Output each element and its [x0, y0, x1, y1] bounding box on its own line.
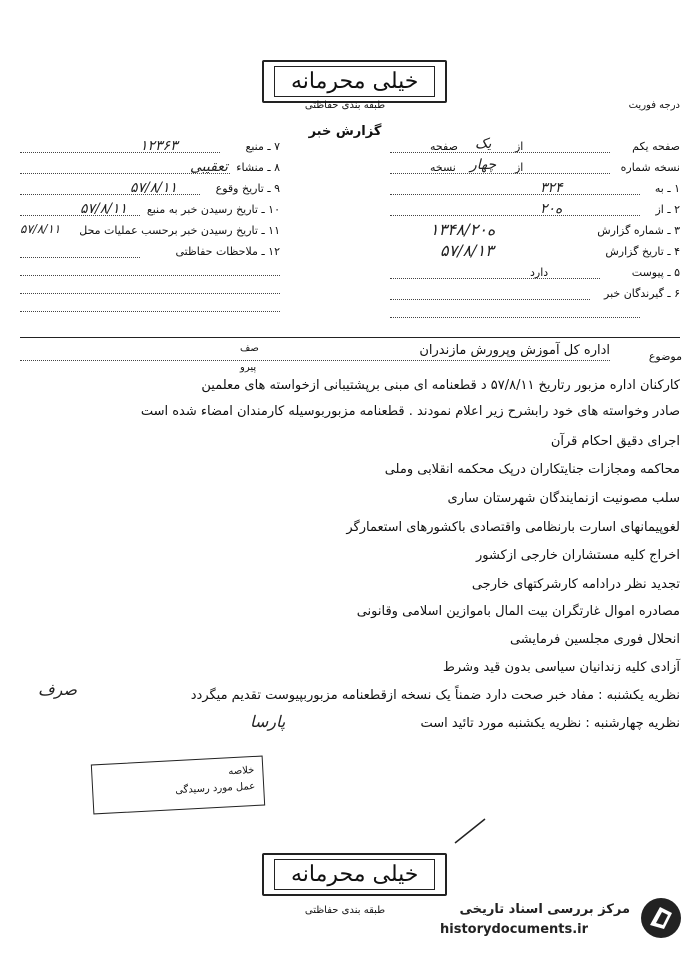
right-field-copy-mid: از — [515, 161, 524, 174]
left-value-11: ۵۷/۸/۱۱ — [20, 222, 61, 236]
right-field-4: ۴ ـ تاریخ گزارش — [605, 245, 680, 258]
review-stamp-line1: خلاصه — [228, 764, 255, 778]
right-field-5: ۵ ـ پیوست — [631, 266, 680, 279]
right-value-3: ۱۳۴۸/۲۰ه — [430, 220, 496, 239]
right-value-5: دارد — [530, 266, 549, 279]
left-value-7: ۱۲۳۶۳ — [140, 138, 178, 154]
right-field-copy: نسخه شماره — [620, 161, 680, 174]
stamp-caption-bottom: طبقه بندی حفاظتی — [304, 905, 386, 916]
body-line: کارکنان اداره مزبور رتاریخ ۵۷/۸/۱۱ د قطعنامه ای مبنی برپشتیبانی ازخواسته های معلمین — [201, 378, 680, 393]
body-line: آزادی کلیه زندانیان سیاسی بدون قید وشرط — [442, 660, 680, 675]
stamp-caption-top: طبقه بندی حفاظتی — [304, 100, 386, 111]
review-stamp-line2: عمل مورد رسیدگی — [174, 780, 256, 797]
right-value-page: یک — [475, 136, 492, 152]
right-value-1: ۳۲۴ — [540, 180, 563, 196]
right-value-4: ۵۷/۸/۱۳ — [440, 241, 494, 260]
right-field-3: ۳ ـ شماره گزارش — [597, 224, 680, 237]
right-field-1: ۱ ـ به — [654, 182, 680, 195]
watermark-url: historydocuments.ir — [440, 922, 589, 937]
left-field-7: ۷ ـ منبع — [245, 140, 280, 153]
stamp-text: خیلی محرمانه — [274, 859, 435, 890]
body-line: سلب مصونیت ازنمایندگان شهرستان ساری — [447, 491, 680, 506]
right-field-6: ۶ ـ گیرندگان خبر — [604, 287, 680, 300]
signature: پارسا — [250, 712, 286, 731]
right-value-copy: چهار — [470, 157, 497, 173]
body-line: تجدید نظر درادامه کارشرکتهای خارجی — [471, 577, 680, 592]
body-line: صادر وخواسته های خود رابشرح زیر اعلام نمودند . قطعنامه مزبوربوسیله کارمندان امضاء شده است — [140, 404, 680, 419]
body-line: نظریه یکشنبه : مفاد خبر صحت دارد ضمناً یک نسخه ازقطعنامه مزبوربپیوست تقدیم میگردد — [190, 688, 680, 703]
classification-stamp-bottom — [262, 853, 447, 896]
right-field-page-end: صفحه — [430, 140, 458, 153]
subject-note: صف — [240, 343, 259, 354]
separator — [20, 337, 680, 338]
checkmark-icon — [450, 815, 490, 845]
left-field-12: ۱۲ ـ ملاحظات حفاظتی — [175, 245, 280, 258]
watermark-title: مرکز بررسی اسناد تاریخی — [459, 902, 630, 917]
right-field-page: صفحه یکم — [632, 140, 680, 153]
review-stamp — [91, 756, 265, 815]
classification-stamp-top — [262, 60, 447, 103]
left-field-11: ۱۱ ـ تاریخ رسیدن خبر برحسب عملیات محل — [79, 224, 280, 237]
left-field-10: ۱۰ ـ تاریخ رسیدن خبر به منبع — [146, 203, 280, 216]
right-value-2: ۲۰ه — [540, 201, 563, 217]
subject-note-2: پیرو — [240, 362, 257, 373]
stamp-text: خیلی محرمانه — [274, 66, 435, 97]
body-line: اخراج کلیه مستشاران خارجی ازکشور — [475, 548, 680, 563]
body-line: محاکمه ومجازات جنایتکاران درپک محکمه انقلابی وملی — [384, 462, 680, 477]
left-value-10: ۵۷/۸/۱۱ — [80, 201, 128, 217]
subject-label: موضوع — [648, 350, 682, 363]
body-line: نظریه چهارشنبه : نظریه یکشنبه مورد تائید است — [420, 716, 680, 731]
priority-label: درجه فوریت — [628, 100, 680, 111]
subject-text: اداره کل آموزش وپرورش مازندران — [419, 343, 610, 358]
left-value-9: ۵۷/۸/۱۱ — [130, 180, 178, 196]
archive-logo-icon — [636, 895, 686, 941]
right-field-2: ۲ ـ از — [655, 203, 680, 216]
body-line: انحلال فوری مجلسین فرمایشی — [509, 632, 680, 647]
right-field-page-mid: از — [515, 140, 524, 153]
left-field-8: ۸ ـ منشاء — [236, 161, 280, 174]
page-title: گزارش خبر — [308, 124, 382, 139]
body-line: اجرای دقیق احکام قرآن — [550, 434, 680, 449]
margin-note: صرف — [38, 680, 77, 699]
left-field-9: ۹ ـ تاریخ وقوع — [215, 182, 280, 195]
left-value-8: تعقیبی — [190, 159, 228, 175]
body-line: مصادره اموال غارتگران بیت المال باموازین اسلامی وقانونی — [356, 604, 680, 619]
body-line: لغوپیمانهای اسارت بارنظامی واقتصادی باکشورهای استعمارگر — [346, 520, 680, 535]
right-field-copy-end: نسخه — [430, 161, 456, 174]
